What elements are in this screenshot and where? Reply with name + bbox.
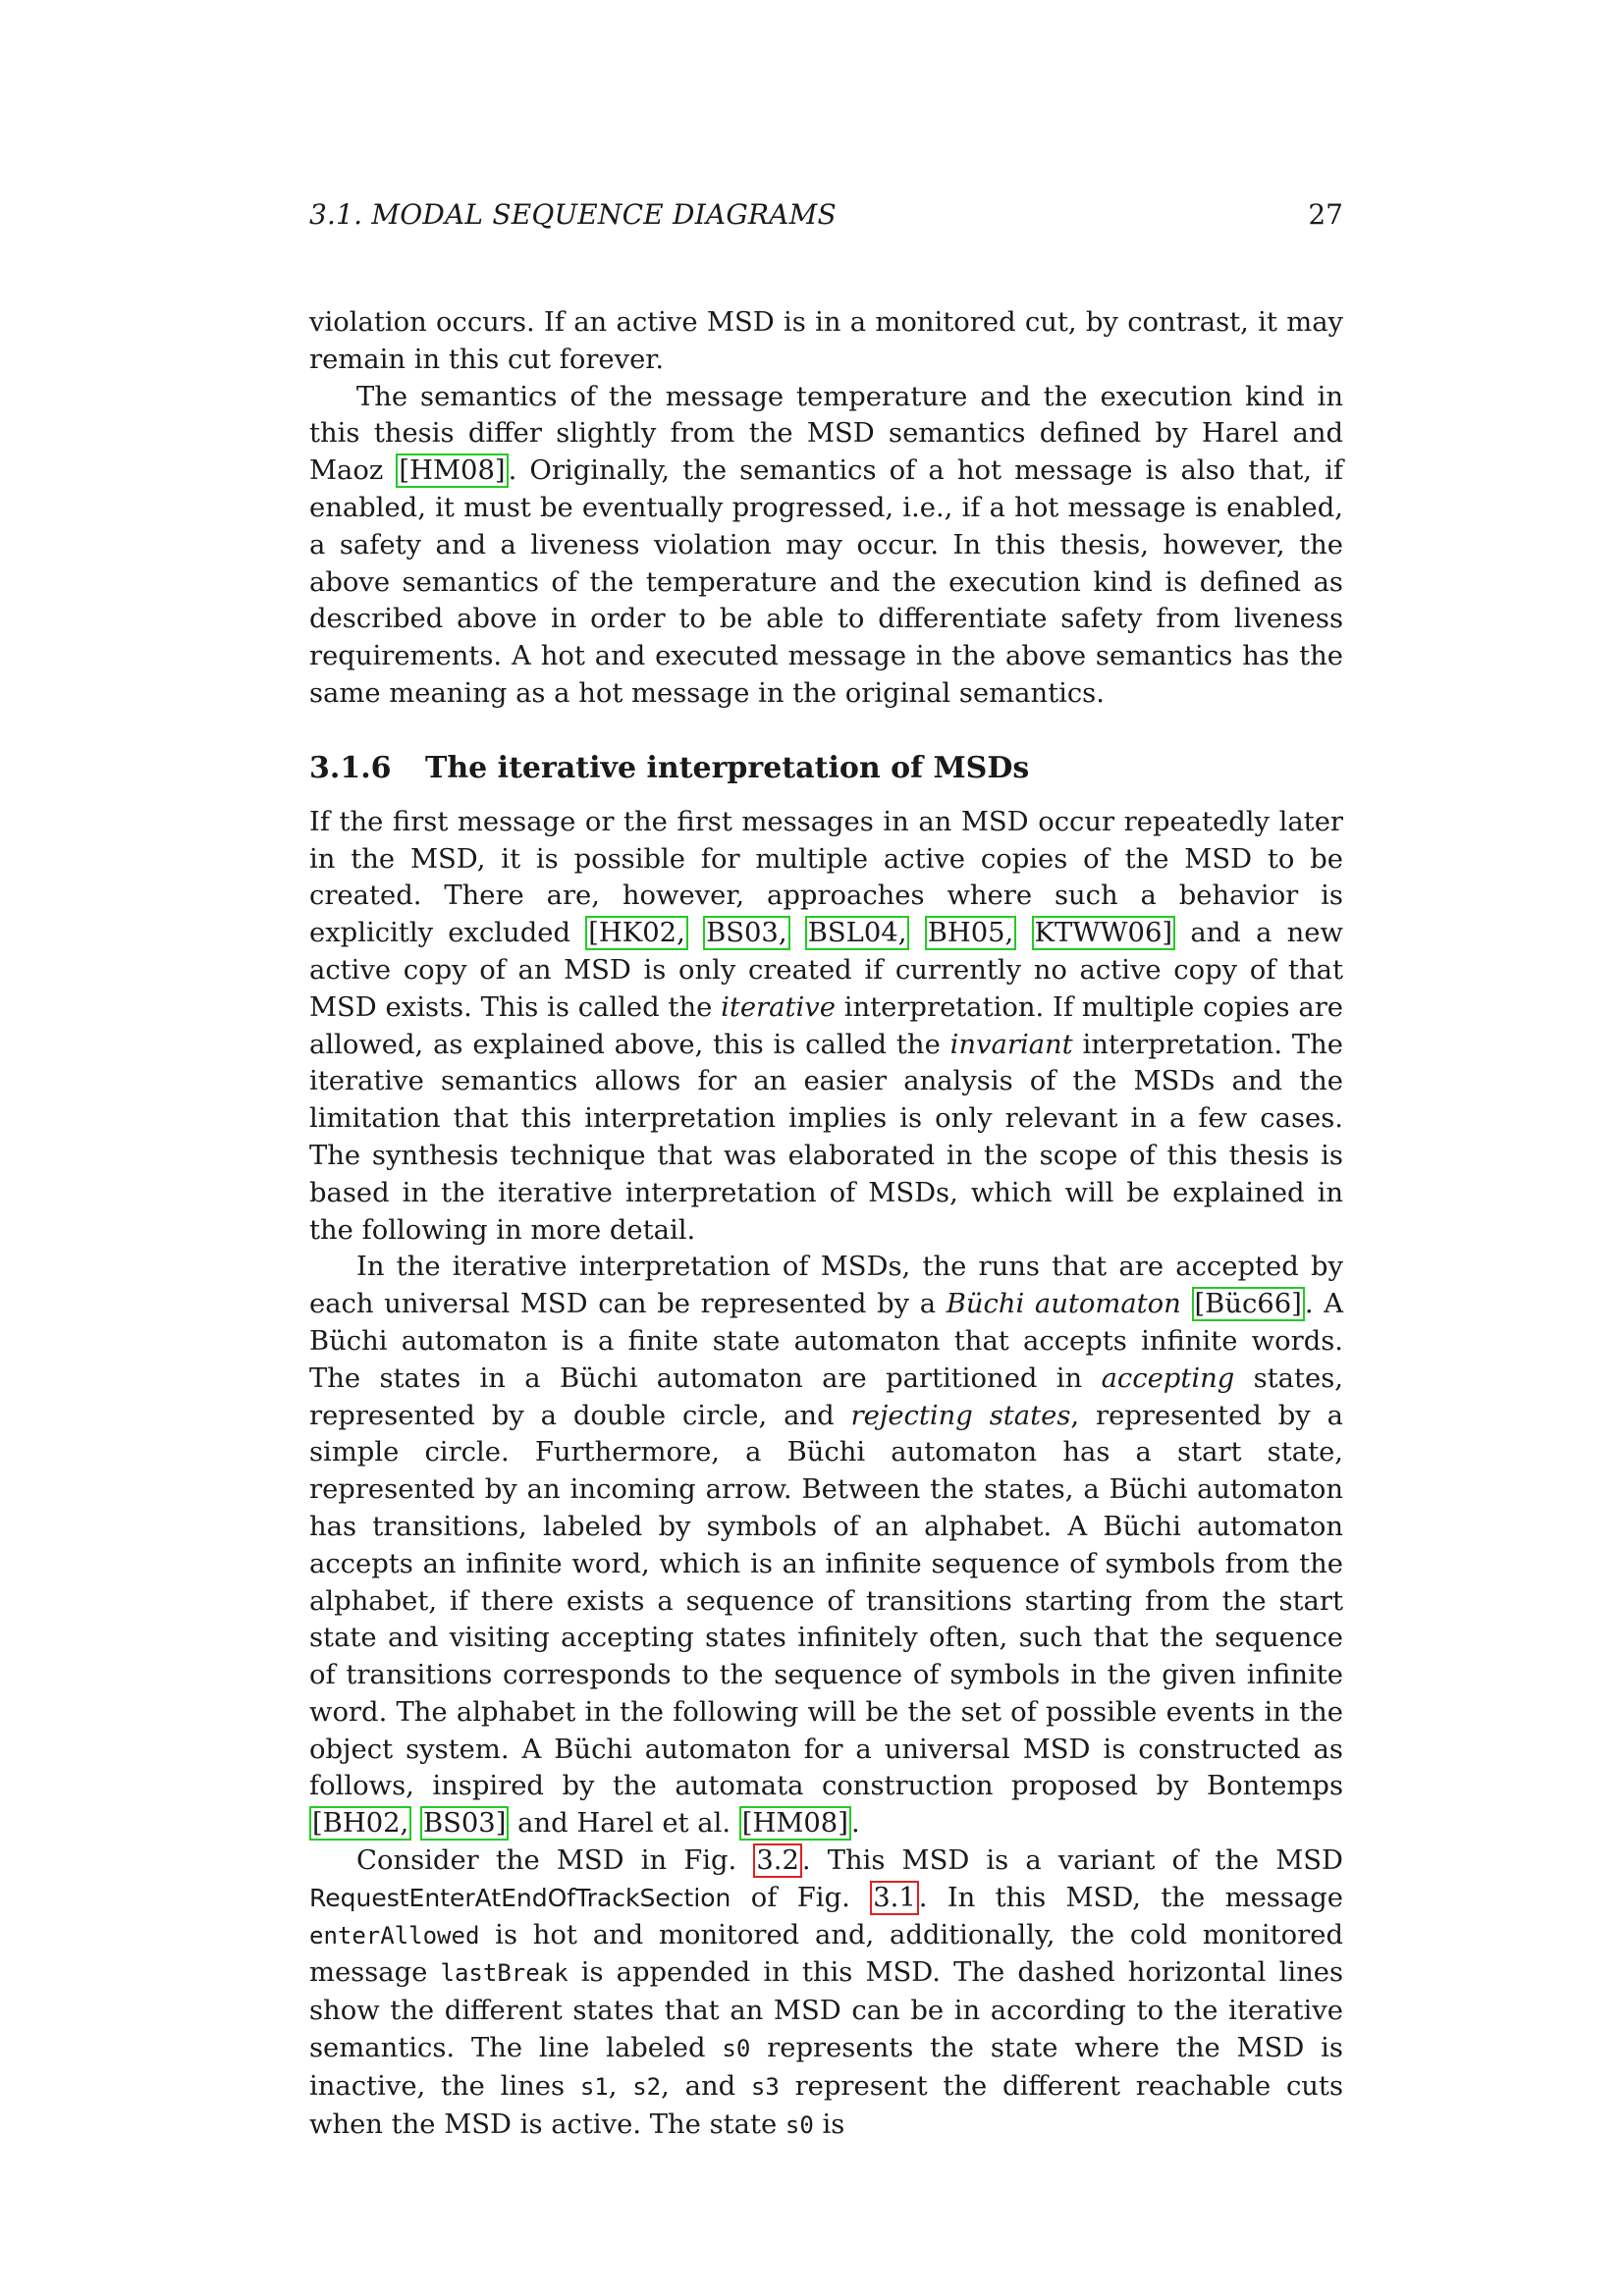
text-run: , represented by a simple circle. Furthermore, a Büchi automaton has a start state, represented by an incoming arrow. Between the states, a Büchi automaton has transitions, labeled by symbols of an alphabet. A Büchi automaton accepts an infinite word, which is an infinite sequence of symbols from the alphabet, if there exists a sequence of transitions starting from the start state and visiting accepting states infinitely often, such that the sequence of transitions corresponds to the sequence of symbols in the given infinite word. The alphabet in the following will be the set of possible events in the object system. A Büchi automaton for a universal MSD is constructed as follows, inspired by the automata construction proposed by Bontemps (309, 1400, 1343, 1802)
text-run: is (813, 2109, 845, 2140)
emphasis: Büchi automaton (946, 1289, 1181, 1320)
citation-link[interactable]: BS03, (703, 916, 789, 950)
text-run: represent the different reachable cuts when the MSD is active. The state (309, 2070, 1343, 2140)
text-run: of Fig. (731, 1882, 871, 1913)
citation-link[interactable]: KTWW06] (1032, 916, 1176, 950)
running-header-section: 3.1. MODAL SEQUENCE DIAGRAMS (309, 198, 837, 231)
text-run: Consider the MSD in Fig. (356, 1845, 754, 1877)
citation-link[interactable]: BSL04, (805, 916, 910, 950)
msd-name: RequestEnterAtEndOfTrackSection (309, 1883, 731, 1912)
code-state-name: s1 (579, 2072, 609, 2101)
text-run: . In this MSD, the message (918, 1882, 1343, 1913)
page (309, 191, 1343, 2144)
citation-link[interactable]: [BH02, (309, 1806, 411, 1841)
citation-link[interactable]: [Büc66] (1192, 1287, 1305, 1321)
code-message-name: enterAllowed (309, 1921, 480, 1949)
subsection-heading (309, 749, 1343, 788)
text-run: is appended in this MSD. The dashed horizontal lines show the different states that an MSD can be in according to the iterative semantics. The line labeled (309, 1957, 1343, 2064)
text-run: . A Büchi automaton is a finite state automaton that accepts infinite words. The states in a Büchi automaton are partitioned in (309, 1289, 1343, 1394)
code-state-name: s0 (722, 2035, 751, 2063)
paragraph (309, 1249, 1343, 1842)
paragraph (309, 804, 1343, 1250)
text-run: The semantics of the message temperature and the execution kind in this thesis differ slightly from the MSD semantics defined by Harel and Maoz (309, 381, 1343, 487)
figure-reference-link[interactable]: 3.1 (870, 1881, 919, 1915)
emphasis: iterative (721, 991, 836, 1023)
running-header (309, 191, 1343, 239)
text-run: states, represented by a double circle, and (309, 1362, 1343, 1431)
text-run: interpretation. If multiple copies are allowed, as explained above, this is called the (309, 991, 1343, 1060)
emphasis: rejecting states (850, 1400, 1071, 1431)
citation-link[interactable]: BH05, (925, 916, 1017, 950)
text-run: interpretation. The iterative semantics allows for an easier analysis of the MSDs and the limitation that this interpretation implies is only relevant in a few cases. The synthesis technique that was elaborated in the scope of this thesis is based in the iterative interpretation of MSDs, which will be explained in the following in more detail. (309, 1029, 1343, 1246)
paragraph (309, 304, 1343, 379)
citation-link[interactable]: [HM08] (739, 1806, 851, 1841)
citation-link[interactable]: BS03] (420, 1806, 509, 1841)
subsection-title: The iterative interpretation of MSDs (425, 750, 1030, 785)
text-run: is hot and monitored and, additionally, the cold monitored message (309, 1919, 1343, 1989)
emphasis: invariant (949, 1029, 1073, 1060)
code-state-name: s3 (750, 2072, 780, 2101)
subsection-number: 3.1.6 (309, 750, 392, 785)
text-run: and Harel et al. (509, 1808, 739, 1840)
text-run: represents the state where the MSD is inactive, the lines (309, 2033, 1343, 2102)
page-number: 27 (1308, 198, 1343, 231)
text-run: . This MSD is a variant of the MSD (801, 1845, 1343, 1877)
body-text (309, 304, 1343, 2144)
text-run: and a new active copy of an MSD is only created if currently no active copy of that MSD exists. This is called the (309, 918, 1343, 1023)
text-run: , (608, 2070, 633, 2102)
code-message-name: lastBreak (440, 1959, 568, 1988)
text-run: If the first message or the first messages in an MSD occur repeatedly later in the MSD, it is possible for multiple active copies of the MSD to be created. There are, however, approaches where such a behavior is explicitly excluded (309, 806, 1343, 949)
citation-link[interactable]: [HM08] (396, 454, 508, 488)
paragraph (309, 1842, 1343, 2144)
code-state-name: s2 (632, 2072, 662, 2101)
paragraph-text: violation occurs. If an active MSD is in a monitored cut, by contrast, it may remain in this cut forever. (309, 307, 1343, 375)
text-run: , and (661, 2070, 751, 2102)
emphasis: accepting (1101, 1362, 1235, 1394)
text-run: . (850, 1808, 860, 1840)
text-run: . Originally, the semantics of a hot message is also that, if enabled, it must be eventually progressed, i.e., if a hot message is enabled, a safety and a liveness violation may occur. In this thesis, however, the above semantics of the temperature and the execution kind is defined as described above in order to be able to differentiate safety from liveness requirements. A hot and executed message in the above semantics has the same meaning as a hot message in the original semantics. (309, 455, 1343, 709)
figure-reference-link[interactable]: 3.2 (753, 1843, 802, 1878)
code-state-name: s0 (785, 2110, 814, 2139)
paragraph (309, 379, 1343, 713)
citation-link[interactable]: [HK02, (585, 916, 688, 950)
text-run: In the iterative interpretation of MSDs, the runs that are accepted by each universal MSD can be represented by a (309, 1252, 1343, 1320)
